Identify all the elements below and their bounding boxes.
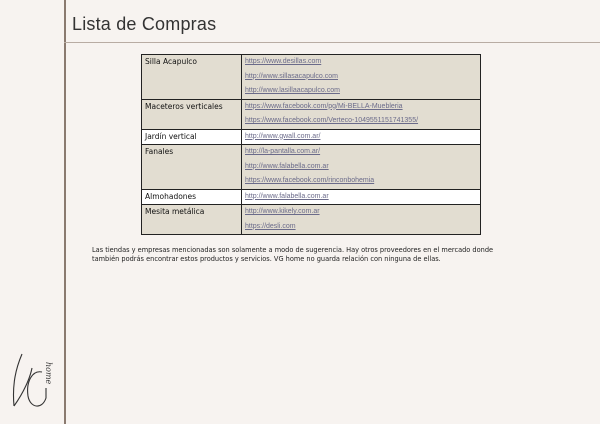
logo-script-word: home	[44, 362, 53, 385]
store-link[interactable]: https://desli.com	[242, 220, 481, 235]
disclaimer-text: Las tiendas y empresas mencionadas son solamente a modo de sugerencia. Hay otros proveedores en el mercado donde también podrás encontrar estos productos y servicios. VG home no guarda relación con ninguna de ellas.	[92, 246, 494, 263]
table-row	[142, 55, 481, 70]
title-divider	[64, 42, 600, 43]
item-name: Almohadones	[142, 189, 242, 205]
item-name: Maceteros verticales	[142, 99, 242, 129]
vg-home-logo	[2, 348, 64, 416]
store-link[interactable]: https://www.facebook.com/pg/Mi-BELLA-Muebleria	[242, 99, 481, 114]
page-title: Lista de Compras	[72, 14, 217, 34]
store-link[interactable]: http://la-pantalla.com.ar/	[242, 145, 481, 160]
store-link[interactable]: https://www.desillas.com	[242, 55, 481, 70]
table-row	[142, 205, 481, 220]
item-name: Silla Acapulco	[142, 55, 242, 100]
store-link[interactable]: http://www.falabella.com.ar	[242, 189, 481, 205]
shopping-list-table	[141, 54, 481, 235]
store-link[interactable]: http://www.sillasacapulco.com	[242, 70, 481, 85]
store-link[interactable]: http://www.gwall.com.ar/	[242, 129, 481, 145]
store-link[interactable]: http://www.lasillaacapulco.com	[242, 84, 481, 99]
table-row	[142, 129, 481, 145]
store-link[interactable]: http://www.kikely.com.ar	[242, 205, 481, 220]
item-name: Jardín vertical	[142, 129, 242, 145]
table-row	[142, 189, 481, 205]
store-link[interactable]: https://www.facebook.com/rinconbohemia	[242, 174, 481, 189]
item-name: Fanales	[142, 145, 242, 190]
item-name: Mesita metálica	[142, 205, 242, 235]
table-row	[142, 145, 481, 160]
table-row	[142, 99, 481, 114]
store-link[interactable]: http://www.falabella.com.ar	[242, 160, 481, 175]
left-margin-rule	[64, 0, 66, 424]
store-link[interactable]: https://www.facebook.com/Verteco-1049551151741355/	[242, 114, 481, 129]
